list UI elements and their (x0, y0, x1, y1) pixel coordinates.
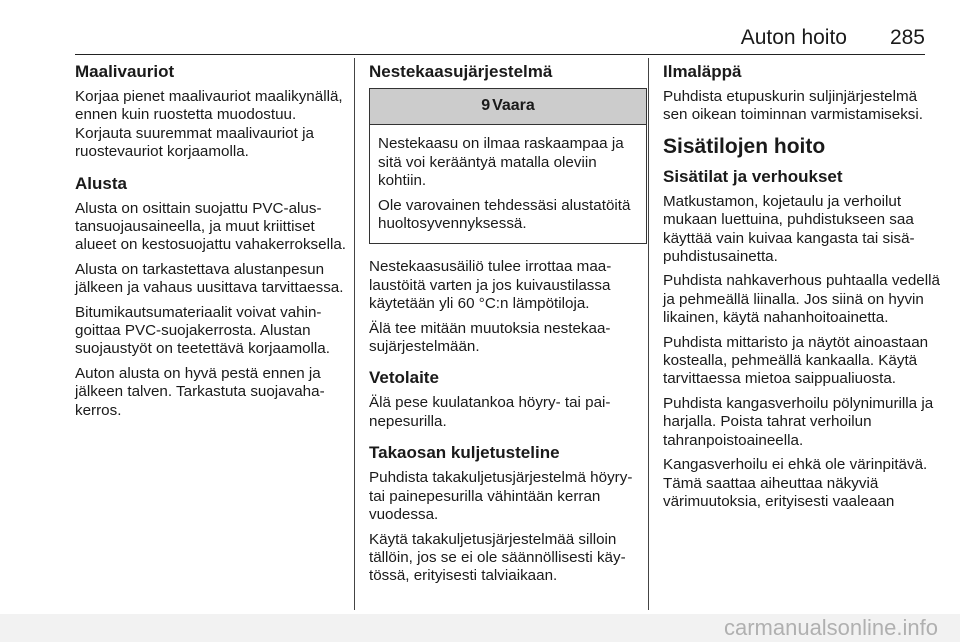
warning-box (369, 88, 647, 244)
column-divider (648, 58, 649, 610)
paragraph: Kangasverhoilu ei ehkä ole värinpitävä. Tämä saattaa aiheuttaa näkyviä värimuutoksia, erityisesti vaaleaan (663, 456, 928, 510)
column-middle (369, 62, 647, 592)
paragraph: Auton alusta on hyvä pestä ennen ja jälkeen talven. Tarkastuta suojavahakerros. (75, 364, 325, 419)
paragraph: Puhdista kangasverhoilu pölynimurilla ja harjalla. Poista tahrat verhoilun tahranpoistoaineella. (663, 394, 934, 449)
heading-ilmalappa: Ilmaläppä (663, 62, 742, 81)
paragraph: Puhdista mittaristo ja näytöt ainoastaan kostealla, pehmeällä kankaalla. Käytä tarvittaessa mietoa saippualiuosta. (663, 333, 929, 388)
watermark-bar (0, 614, 960, 642)
heading-nestekaasujarjestelma: Nestekaasujärjestelmä (369, 62, 553, 81)
paragraph: Älä tee mitään muutoksia nestekaasujärjestelmään. (369, 319, 611, 356)
warning-paragraph: Ole varovainen tehdessäsi alustatöitä huoltosyvennyksessä. (378, 196, 631, 233)
paragraph: Nestekaasusäiliö tulee irrottaa maalaustöitä varten ja jos kuivaustilassa käytetään yli 60 °C:n lämpötiloja. (369, 258, 612, 313)
column-left (75, 62, 353, 426)
heading-sisatilojen-hoito: Sisätilojen hoito (663, 134, 826, 158)
paragraph: Matkustamon, kojetaulu ja verhoilut mukaan luettuina, puhdistukseen saa käyttää vain kuivaa kangasta tai sisäpuhdistusainetta. (663, 192, 915, 266)
warning-paragraph: Nestekaasu on ilmaa raskaampaa ja sitä voi kerääntyä matalla oleviin kohtiin. (378, 135, 624, 190)
heading-sisatilat-ja-verhoukset: Sisätilat ja verhoukset (663, 166, 843, 186)
warning-icon: 9 (481, 97, 491, 114)
warning-body (370, 125, 646, 243)
heading-alusta: Alusta (75, 173, 127, 193)
heading-vetolaite: Vetolaite (369, 368, 439, 388)
heading-takaosan-kuljetusteline: Takaosan kuljetusteline (369, 443, 560, 463)
warning-header (370, 89, 646, 125)
warning-title: Vaara (492, 97, 535, 114)
paragraph: Käytä takakuljetusjärjestelmää silloin tällöin, jos se ei ole säännöllisesti käytössä, erityisesti talviaikaan. (369, 530, 626, 585)
paragraph: Puhdista nahkaverhous puhtaalla vedellä ja pehmeällä liinalla. Jos siinä on hyvin likainen, käytä nahanhoitoainetta. (663, 272, 940, 327)
heading-maalivauriot: Maalivauriot (75, 62, 175, 81)
watermark-text: carmanualsonline.info (723, 615, 938, 640)
paragraph: Alusta on tarkastettava alustanpesun jälkeen ja vahaus uusittava tarvittaessa. (75, 260, 344, 297)
column-right (663, 62, 941, 517)
paragraph: Alusta on osittain suojattu PVC-alustansuojausaineella, ja muut kriittiset alueet on kestosuojattu vahakerroksella. (75, 199, 347, 254)
page-title: Auton hoito (740, 26, 847, 49)
column-divider (354, 58, 355, 610)
page-header (75, 18, 925, 55)
paragraph: Älä pese kuulatankoa höyry- tai painepesurilla. (369, 394, 611, 430)
paragraph: Korjaa pienet maalivauriot maalikynällä, ennen kuin ruostetta muodostuu. Korjauta suuremmat maalivauriot ja ruostevauriot korjaamolla. (75, 88, 343, 161)
paragraph: Puhdista etupuskurin suljinjärjestelmä sen oikean toiminnan varmistamiseksi. (663, 88, 923, 124)
paragraph: Puhdista takakuljetusjärjestelmä höyry- tai painepesurilla vähintään kerran vuodessa. (369, 469, 633, 524)
page-number: 285 (889, 26, 925, 49)
paragraph: Bitumikautsumateriaalit voivat vahingoittaa PVC-suojakerrosta. Alustan suojaustyöt on teetettävä korjaamolla. (75, 303, 330, 358)
